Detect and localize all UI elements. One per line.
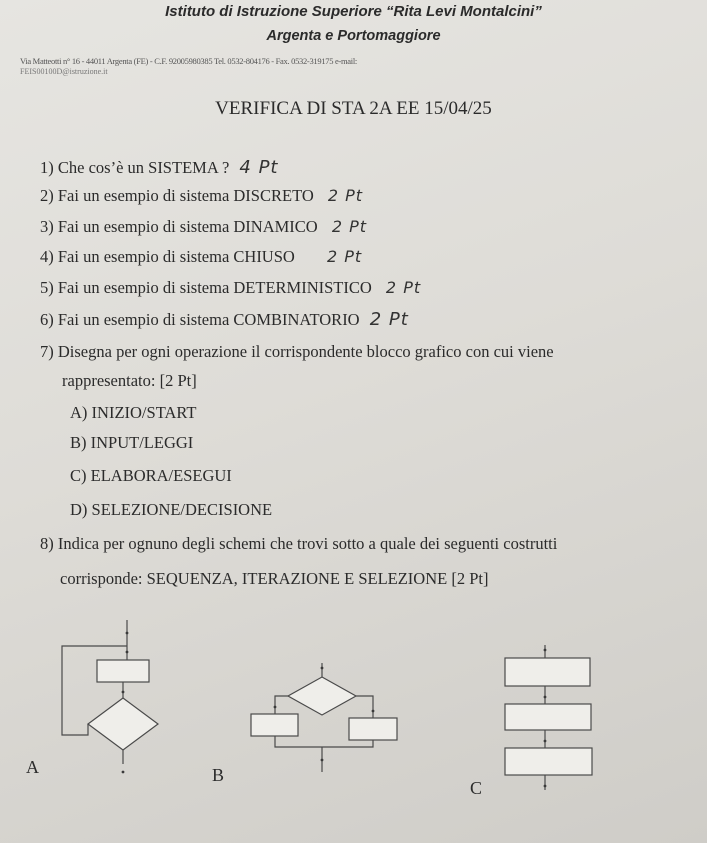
handwritten-score: 2 Pt [369, 309, 409, 330]
diagram-label-a: A [26, 757, 39, 777]
option-b: B) INPUT/LEGGI [70, 433, 194, 452]
question-8-line-2: corrisponde: SEQUENZA, ITERAZIONE E SELEZIONE [2 Pt] [60, 569, 489, 588]
handwritten-score: 4 Pt [239, 157, 279, 178]
question-8-line-1: 8) Indica per ognuno degli schemi che trovi sotto a quale dei seguenti costrutti [40, 534, 558, 553]
diagram-label-c: C [470, 778, 483, 798]
institute-address: Via Matteotti n° 16 - 44011 Argenta (FE) - C.F. 92005980385 Tel. 0532-804176 - Fax. 0532-319175 e-mail: [20, 56, 357, 66]
question-7-line-2: rappresentato: [2 Pt] [62, 371, 197, 390]
diagram-label-b: B [212, 765, 225, 785]
question-text: 4) Fai un esempio di sistema CHIUSO [40, 247, 295, 266]
handwritten-score: 2 Pt [385, 278, 422, 297]
question-text: 2) Fai un esempio di sistema DISCRETO [40, 186, 314, 205]
option-d: D) SELEZIONE/DECISIONE [70, 500, 273, 519]
question-7-line-1: 7) Disegna per ogni operazione il corrispondente blocco grafico con cui viene [40, 342, 554, 361]
flowchart-c [505, 645, 592, 790]
institute-email: FEIS00100D@istruzione.it [20, 67, 108, 76]
handwritten-score: 2 Pt [331, 217, 368, 236]
handwritten-score: 2 Pt [327, 186, 364, 205]
option-c: C) ELABORA/ESEGUI [70, 466, 232, 485]
option-a: A) INIZIO/START [70, 403, 197, 422]
flowchart-a [62, 620, 158, 764]
institute-name: Istituto di Istruzione Superiore “Rita Levi Montalcini” [165, 3, 542, 20]
page-title: VERIFICA DI STA 2A EE 15/04/25 [215, 98, 492, 119]
question-text: 1) Che cos’è un SISTEMA ? [40, 158, 230, 177]
flowchart-b [251, 663, 397, 772]
question-text: 3) Fai un esempio di sistema DINAMICO [40, 217, 318, 236]
institute-location: Argenta e Portomaggiore [266, 28, 441, 44]
handwritten-score: 2 Pt [326, 247, 363, 266]
question-text: 5) Fai un esempio di sistema DETERMINISTICO [40, 278, 372, 297]
question-text: 6) Fai un esempio di sistema COMBINATORIO [40, 310, 360, 329]
